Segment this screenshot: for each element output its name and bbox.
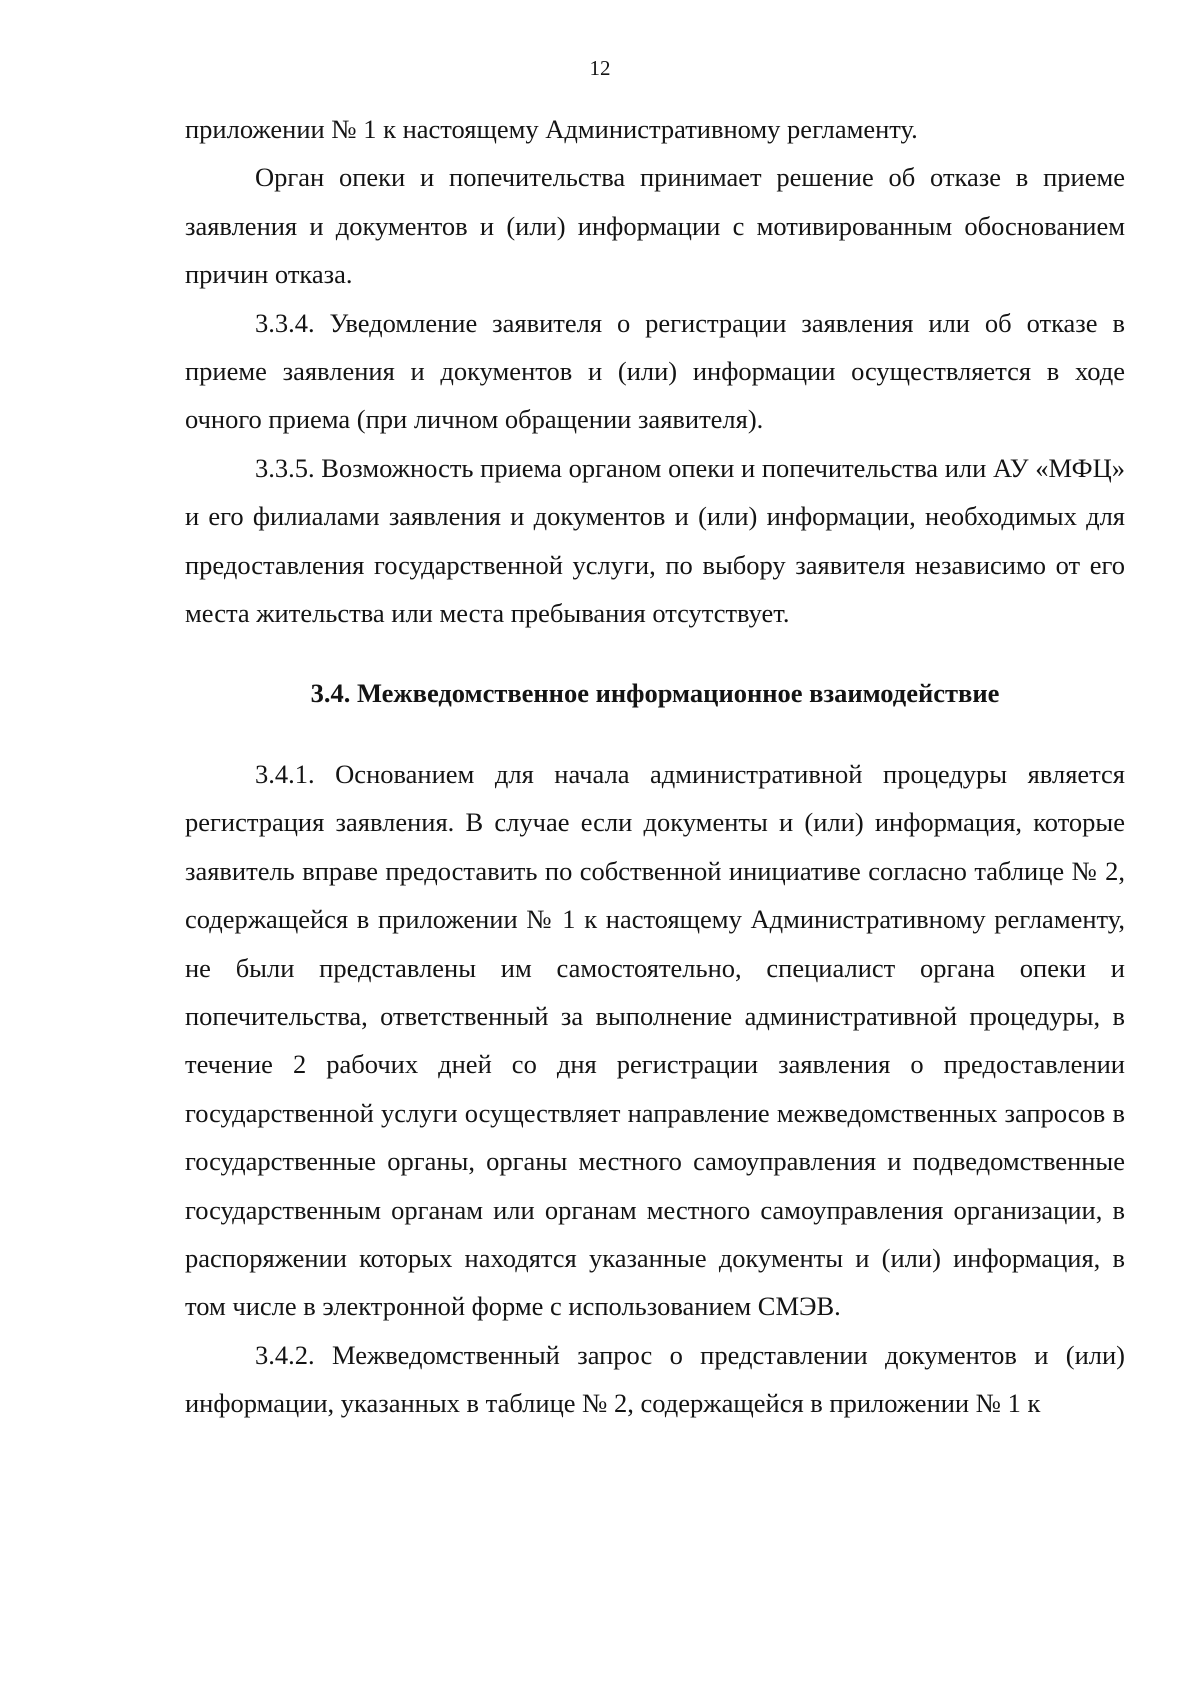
paragraph-continuation: приложении № 1 к настоящему Административному регламенту. bbox=[185, 114, 918, 144]
section-heading: 3.4. Межведомственное информационное взаимодействие bbox=[310, 678, 1000, 709]
paragraph-3-4-1: 3.4.1. Основанием для начала административной процедуры является регистрация заявления. В случае если документы и (или) информация, которые заявитель вправе предоставить по собственной инициативе согласно таблице № 2, содержащейся в приложении № 1 к настоящему Административному регламенту, не были представлены им самостоятельно, специалист органа опеки и попечительства, ответственный за выполнение административной процедуры, в течение 2 рабочих дней со дня регистрации заявления о предоставлении государственной услуги осуществляет направление межведомственных запросов в государственные органы, органы местного самоуправления и подведомственные государственным органам или органам местного самоуправления организации, в распоряжении которых находятся указанные документы и (или) информация, в том числе в электронной форме с использованием СМЭВ. bbox=[185, 758, 1125, 1322]
paragraph-3-3-5: 3.3.5. Возможность приема органом опеки и попечительства или АУ «МФЦ» и его филиалами заявления и документов и (или) информации, необходимых для предоставления государственной услуги, по выбору заявителя независимо от его места жительства или места пребывания отсутствует. bbox=[185, 452, 1125, 629]
paragraph-3-3-4: 3.3.4. Уведомление заявителя о регистрации заявления или об отказе в приеме заявления и документов и (или) информации осуществляется в ходе очного приема (при личном обращении заявителя). bbox=[185, 307, 1125, 435]
paragraph-3-4-2: 3.4.2. Межведомственный запрос о представлении документов и (или) информации, указанных в таблице № 2, содержащейся в приложении № 1 к bbox=[185, 1339, 1125, 1419]
document-body bbox=[185, 105, 1125, 1428]
paragraph-refusal-decision: Орган опеки и попечительства принимает решение об отказе в приеме заявления и документов и (или) информации с мотивированным обоснованием причин отказа. bbox=[185, 162, 1125, 290]
page-number: 12 bbox=[589, 56, 611, 80]
